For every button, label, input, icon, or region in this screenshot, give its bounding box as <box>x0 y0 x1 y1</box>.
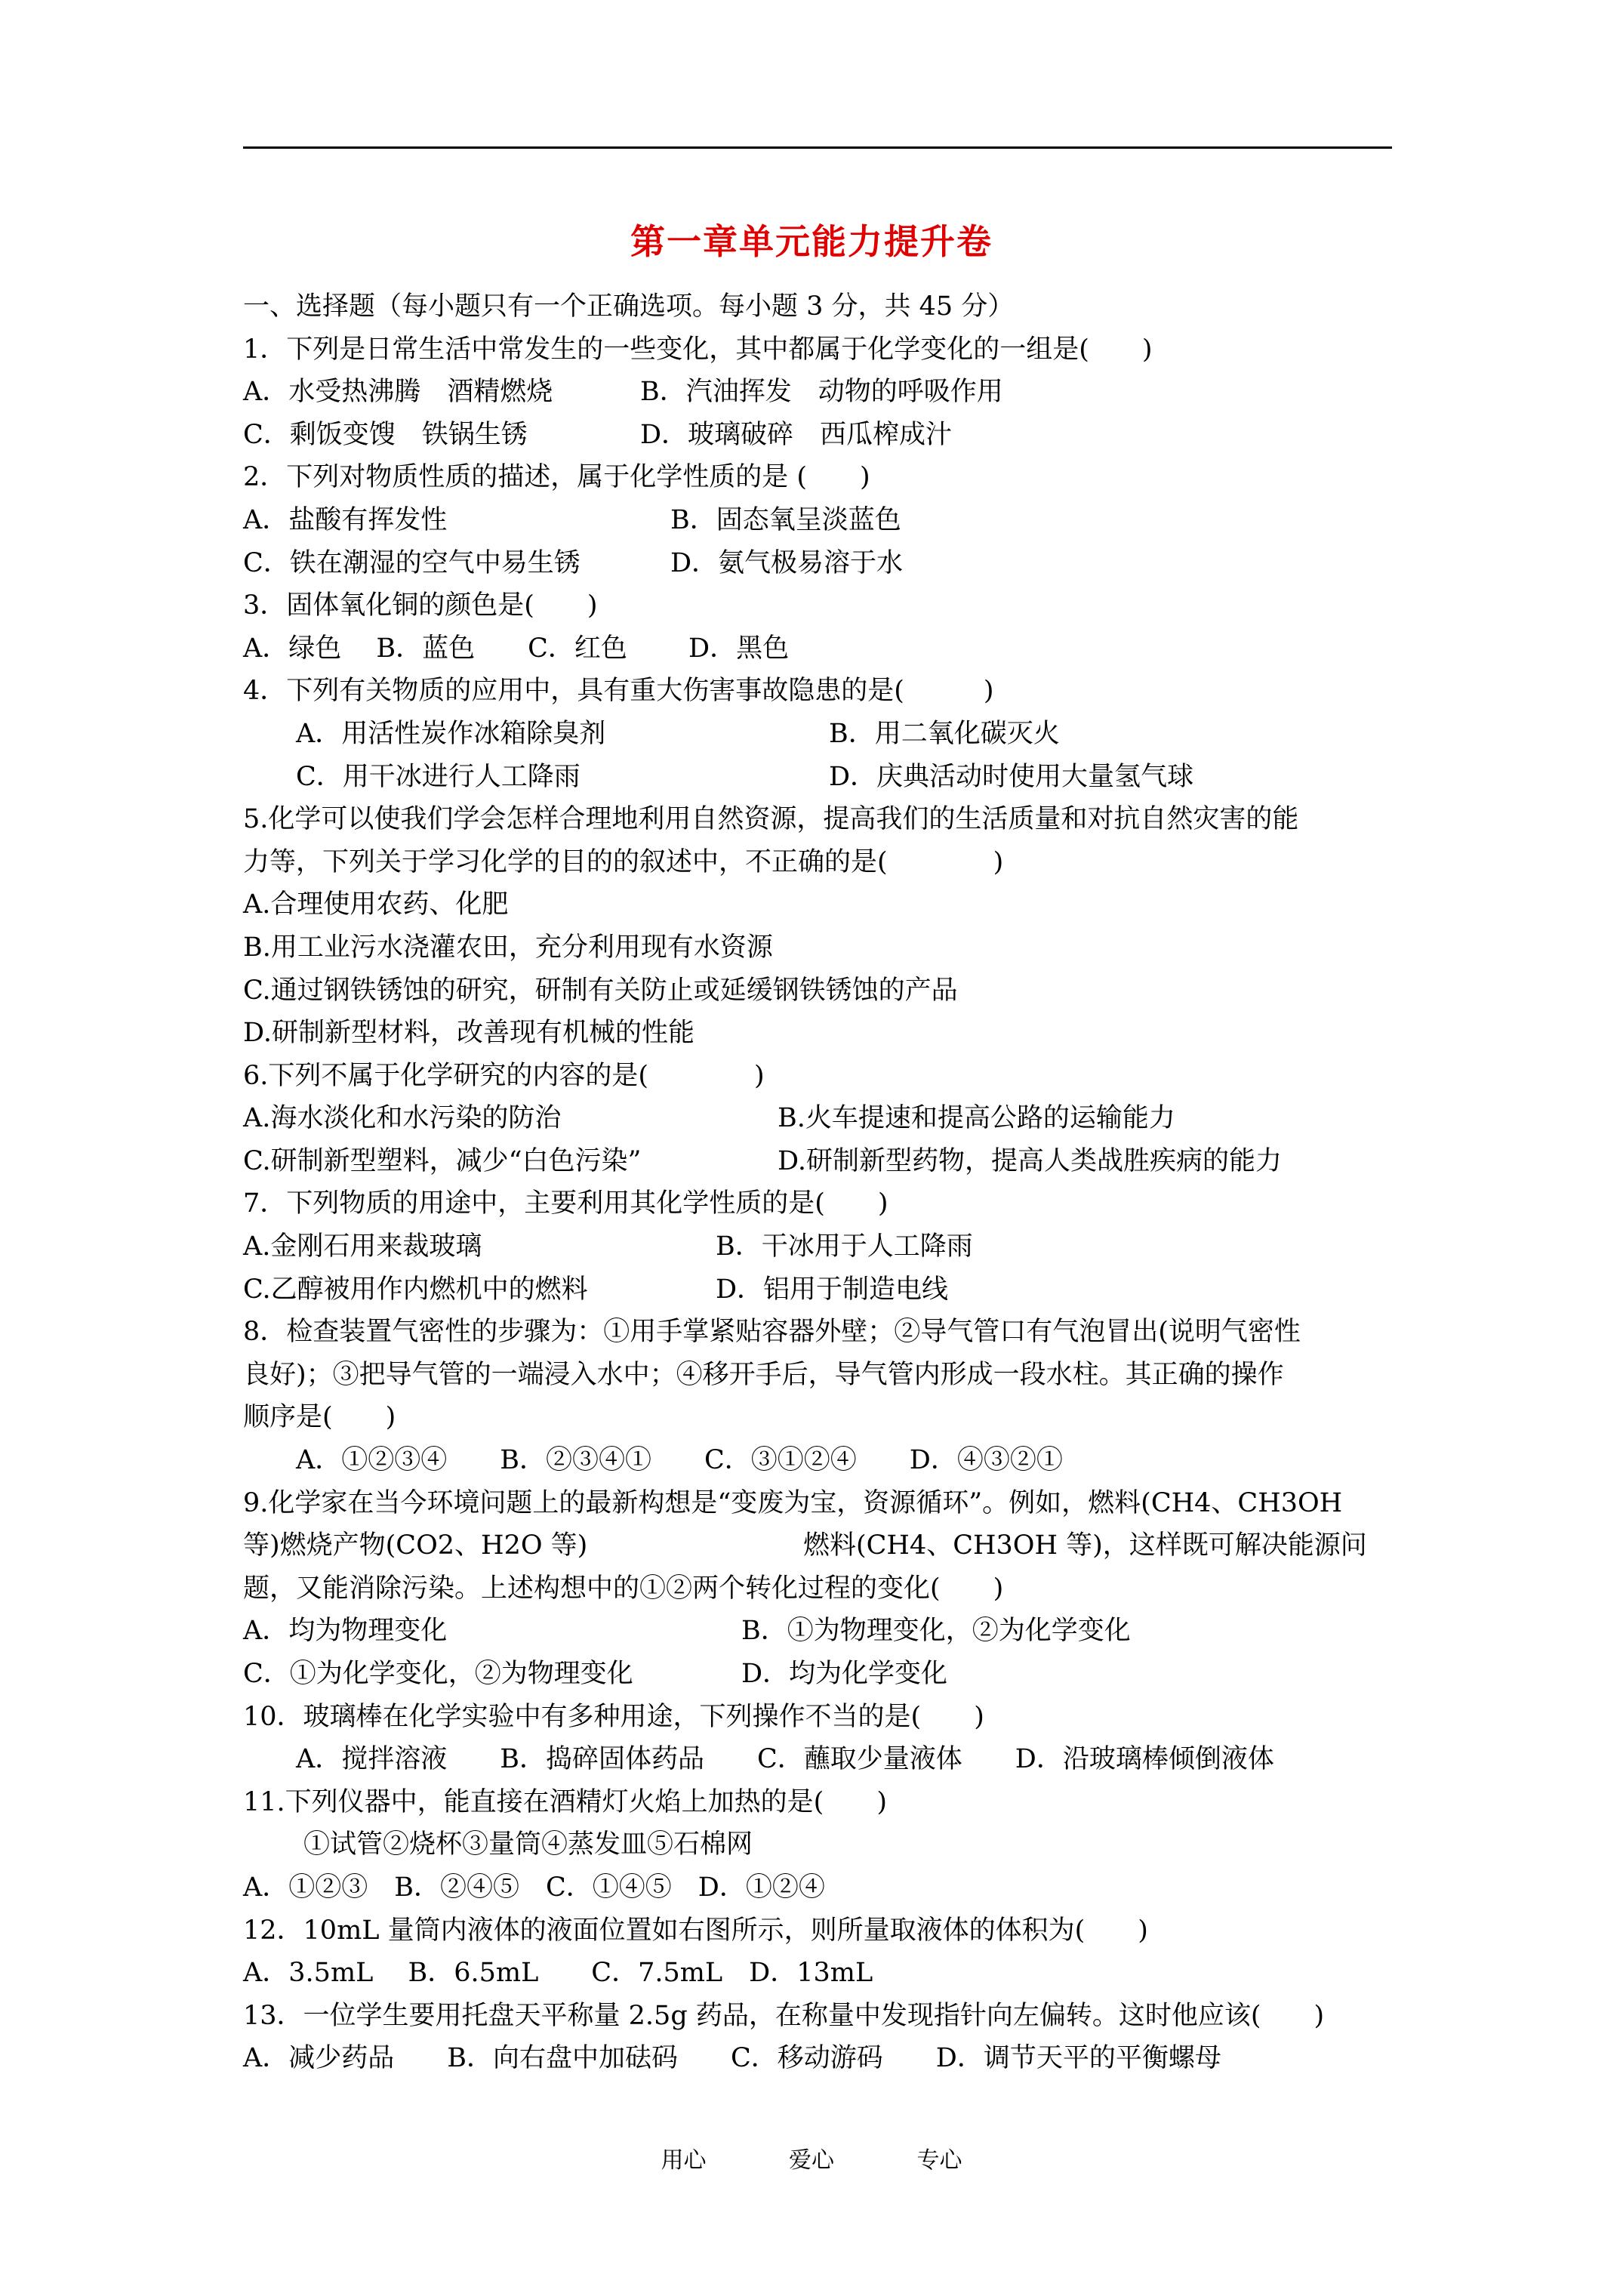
question-2-options-row1 <box>243 499 1421 542</box>
question-6: 6.下列不属于化学研究的内容的是( ) <box>243 1060 765 1091</box>
question-12-options: A．3.5mL B．6.5mL C．7.5mL D．13mL <box>243 1958 873 1989</box>
question-9-line2 <box>243 1524 1421 1567</box>
question-4-options-row1 <box>243 713 1421 756</box>
question-9-options-row1 <box>243 1610 1421 1653</box>
question-9-line3: 题，又能消除污染。上述构想中的①②两个转化过程的变化( ) <box>243 1573 1004 1604</box>
question-5-line1: 5.化学可以使我们学会怎样合理地利用自然资源，提高我们的生活质量和对抗自然灾害的能 <box>243 804 1299 835</box>
option-c: C.乙醇被用作内燃机中的燃料 <box>243 1274 588 1305</box>
option-c: C．①为化学变化，②为物理变化 <box>243 1659 633 1689</box>
question-6-options-row1 <box>243 1097 1421 1140</box>
question-9-options-row2 <box>243 1653 1421 1696</box>
option-a: A．均为物理变化 <box>243 1616 448 1647</box>
question-3: 3．固体氧化铜的颜色是( ) <box>243 590 598 621</box>
option-b: B．①为物理变化，②为化学变化 <box>741 1616 1131 1647</box>
question-7: 7．下列物质的用途中，主要利用其化学性质的是( ) <box>243 1188 888 1219</box>
question-8-line2: 良好)；③把导气管的一端浸入水中；④移开手后，导气管内形成一段水柱。其正确的操作 <box>243 1359 1284 1390</box>
question-1-options-row1 <box>243 371 1421 414</box>
option-d: D．均为化学变化 <box>741 1659 948 1689</box>
question-1-options-row2 <box>243 414 1421 457</box>
option-c: C．剩饭变馊 铁锅生锈 <box>243 419 528 450</box>
option-d: D．铝用于制造电线 <box>716 1274 949 1305</box>
question-5-option-a: A.合理使用农药、化肥 <box>243 889 509 920</box>
question-11-options: A．①②③ B．②④⑤ C．①④⑤ D．①②④ <box>243 1872 825 1903</box>
question-5-option-b: B.用工业污水浇灌农田，充分利用现有水资源 <box>243 932 773 963</box>
question-13-options: A．减少药品 B．向右盘中加砝码 C．移动游码 D．调节天平的平衡螺母 <box>243 2043 1221 2074</box>
option-b: B．固态氧呈淡蓝色 <box>670 504 901 535</box>
option-a: A.海水淡化和水污染的防治 <box>243 1103 562 1134</box>
question-11: 11.下列仪器中，能直接在酒精灯火焰上加热的是( ) <box>243 1786 887 1817</box>
question-10-options: A．搅拌溶液 B．捣碎固体药品 C．蘸取少量液体 D．沿玻璃棒倾倒液体 <box>296 1744 1274 1775</box>
option-c: C．用干冰进行人工降雨 <box>296 761 581 792</box>
question-5-option-c: C.通过钢铁锈蚀的研究，研制有关防止或延缓钢铁锈蚀的产品 <box>243 975 958 1006</box>
option-d: D．庆典活动时使用大量氢气球 <box>829 761 1194 792</box>
footer-text: 专心 <box>916 2147 962 2174</box>
question-8-line1: 8．检查装置气密性的步骤为：①用手掌紧贴容器外壁；②导气管口有气泡冒出(说明气密性 <box>243 1317 1301 1348</box>
option-a: A．盐酸有挥发性 <box>243 504 448 535</box>
question-11-items: ①试管②烧杯③量筒④蒸发皿⑤石棉网 <box>303 1829 753 1860</box>
question-3-options: A．绿色 B．蓝色 C．红色 D．黑色 <box>243 633 790 664</box>
question-8-options: A．①②③④ B．②③④① C．③①②④ D．④③②① <box>296 1445 1063 1476</box>
option-b: B．干冰用于人工降雨 <box>716 1231 973 1262</box>
question-6-options-row2 <box>243 1140 1421 1183</box>
option-b: B．用二氧化碳灭火 <box>829 718 1060 749</box>
question-12: 12．10mL 量筒内液体的液面位置如右图所示，则所量取液体的体积为( ) <box>243 1915 1148 1946</box>
question-7-options-row1 <box>243 1225 1421 1268</box>
option-d: D．玻璃破碎 西瓜榨成汁 <box>640 419 953 450</box>
option-c: C．铁在潮湿的空气中易生锈 <box>243 547 581 578</box>
question-2: 2．下列对物质性质的描述，属于化学性质的是 ( ) <box>243 462 870 493</box>
question-4: 4．下列有关物质的应用中，具有重大伤害事故隐患的是( ) <box>243 676 994 707</box>
question-10: 10．玻璃棒在化学实验中有多种用途，下列操作不当的是( ) <box>243 1701 984 1732</box>
question-5-option-d: D.研制新型材料，改善现有机械的性能 <box>243 1018 694 1049</box>
page-footer <box>0 2141 1623 2174</box>
option-b: B.火车提速和提高公路的运输能力 <box>778 1103 1175 1134</box>
question-9-line2-right: 燃料(CH4、CH3OH 等)，这样既可解决能源问 <box>803 1530 1367 1561</box>
footer-text: 爱心 <box>789 2147 834 2174</box>
question-2-options-row2 <box>243 542 1421 585</box>
option-a: A．用活性炭作冰箱除臭剂 <box>296 718 606 749</box>
option-a: A.金刚石用来裁玻璃 <box>243 1231 482 1262</box>
question-7-options-row2 <box>243 1268 1421 1311</box>
question-8-line3: 顺序是( ) <box>243 1402 396 1433</box>
question-4-options-row2 <box>243 756 1421 799</box>
option-b: B．汽油挥发 动物的呼吸作用 <box>640 377 1003 408</box>
option-a: A．水受热沸腾 酒精燃烧 <box>243 377 553 408</box>
question-list <box>243 285 1421 2080</box>
page-title: 第一章单元能力提升卷 <box>630 221 993 262</box>
question-9-line1: 9.化学家在当今环境问题上的最新构想是“变废为宝，资源循环”。例如，燃料(CH4、CH3OH <box>243 1487 1343 1518</box>
header-rule <box>243 146 1392 149</box>
question-1: 1．下列是日常生活中常发生的一些变化，其中都属于化学变化的一组是( ) <box>243 334 1153 365</box>
option-c: C.研制新型塑料，减少“白色污染” <box>243 1145 642 1176</box>
option-d: D.研制新型药物，提高人类战胜疾病的能力 <box>778 1145 1282 1176</box>
footer-text: 用心 <box>661 2147 707 2174</box>
question-13: 13．一位学生要用托盘天平称量 2.5g 药品，在称量中发现指针向左偏转。这时他应该( ) <box>243 2000 1325 2031</box>
option-d: D．氨气极易溶于水 <box>670 547 904 578</box>
question-9-line2-left: 等)燃烧产物(CO2、H2O 等) <box>243 1530 588 1561</box>
section-heading: 一、选择题（每小题只有一个正确选项。每小题 3 分，共 45 分） <box>243 291 1015 322</box>
question-5-line2: 力等，下列关于学习化学的目的的叙述中，不正确的是( ) <box>243 846 1004 877</box>
